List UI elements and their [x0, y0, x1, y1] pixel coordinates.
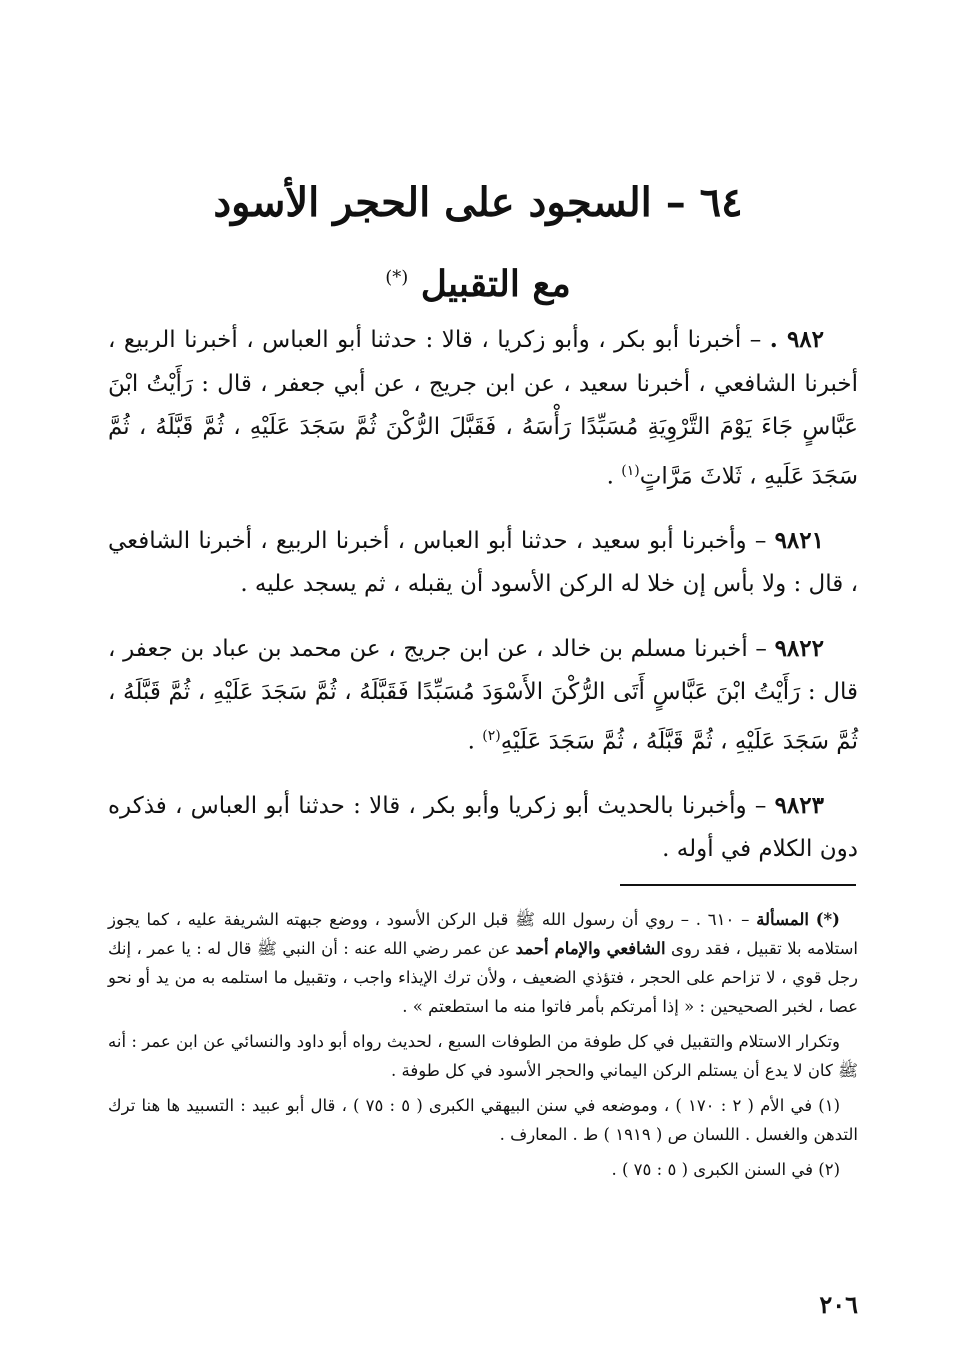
paragraph-text: – أخبرنا مسلم بن خالد ، عن ابن جريج ، عن محمد بن عباد بن جعفر ، قال : رَأَيْتُ ابْنَ عَبَّاسٍ أَتَى الرُّكْنَ الأَسْوَدَ مُسَبِّدًا فَقَبَّلَهُ ، ثُمَّ سَجَدَ عَلَيْهِ ، ثُمَّ قَبَّلَهُ ، ثُمَّ سَجَدَ عَلَيْهِ ، ثُمَّ قَبَّلَهُ ، ثُمَّ سَجَدَ عَلَيْهِ: [108, 635, 858, 755]
paragraph-9823: [108, 784, 858, 872]
footnote-text: عن عمر رضي الله عنه : أن النبي ﷺ قال له : يا عمر ، إنك رجل قوي ، لا تزاحم على الحجر ، فتؤذي الضعيف ، ولأن ترك الإيذاء واجب ، وتقبيل ما استلمه به من يد أو نحو عصا ، لخبر الصحيحين : « إذا أمرتكم بأمر فاتوا منه ما استطعتم » .: [108, 939, 858, 1016]
paragraph-number: ٩٨٢ .: [769, 326, 824, 353]
chapter-subtitle: [0, 255, 956, 307]
footnote-issue: [108, 905, 858, 1021]
footnotes: [108, 905, 858, 1190]
chapter-title: ٦٤ – السجود على الحجر الأسود: [213, 179, 743, 226]
paragraph-9822: [108, 627, 858, 764]
paragraph-end: .: [467, 728, 483, 755]
paragraph-text: – وأخبرنا بالحديث أبو زكريا وأبو بكر ، قالا : حدثنا أبو العباس ، فذكره دون الكلام في أوله .: [108, 792, 858, 863]
paragraph-number: ٩٨٢٣: [774, 791, 824, 819]
paragraph-end: .: [606, 463, 622, 490]
footnote-1: (١) في الأم ( ٢ : ١٧٠ ) ، وموضعه في سنن البيهقي الكبرى ( ٥ : ٧٥ ) ، قال أبو عبيد : التسبيد ها هنا ترك التدهن والغسل . اللسان ص ( ١٩١٩ ) ط . المعارف .: [108, 1096, 858, 1144]
paragraph-982: [108, 318, 858, 499]
subtitle-footnote-mark: (*): [385, 267, 409, 288]
paragraph-text: – وأخبرنا أبو سعيد ، حدثنا أبو العباس ، أخبرنا الربيع ، أخبرنا الشافعي ، قال : ولا بأس إن خلا له الركن الأسود أن يقبله ، ثم يسجد عليه .: [108, 527, 858, 598]
subtitle-text: مع التقبيل: [420, 263, 571, 305]
page-number: ٢٠٦: [819, 1290, 858, 1319]
main-text: [108, 318, 858, 892]
footnote-divider: [620, 884, 856, 886]
footnote-repetition: وتكرار الاستلام والتقبيل في كل طوفة من الطوفات السبع ، لحديث رواه أبو داود والنسائي عن ابن عمر : أنه ﷺ كان لا يدع أن يستلم الركن اليماني والحجر الأسود في كل طوفة .: [108, 1032, 858, 1080]
paragraph-number: ٩٨٢٢: [774, 634, 824, 662]
paragraph-9821: [108, 519, 858, 607]
paragraph-number: ٩٨٢١: [774, 526, 824, 554]
footnote-ref: (٢): [482, 727, 501, 744]
footnote-lead: المسألة: [756, 910, 809, 929]
footnote-text: – ٦١٠ . – روي أن رسول الله ﷺ قبل الركن الأسود ، ووضع جبهته الشريفة عليه ، كما يجوز استلامه بلا تقبيل ، فقد روى: [108, 910, 858, 958]
footnote-mark: (*): [815, 910, 840, 929]
footnote-2: (٢) في السنن الكبرى ( ٥ : ٧٥ ) .: [611, 1160, 840, 1179]
footnote-bold-names: الشافعي والإمام أحمد: [515, 939, 666, 958]
footnote-ref: (١): [621, 462, 640, 479]
paragraph-text: – أخبرنا أبو بكر ، وأبو زكريا ، قالا : حدثنا أبو العباس ، أخبرنا الربيع ، أخبرنا الشافعي ، أخبرنا سعيد ، عن ابن جريج ، عن أبي جعفر ، قال : رَأَيْتُ ابْنَ عَبَّاسٍ جَاءَ يَوْمَ التَّرْوِيَةِ مُسَبِّدًا رَأْسَهُ ، فَقَبَّلَ الرُّكْنَ ثُمَّ سَجَدَ عَلَيْهِ ، ثُمَّ قَبَّلَهُ ، ثُمَّ سَجَدَ عَلَيهِ ، ثَلاثَ مَرَّاتٍ: [108, 327, 858, 490]
